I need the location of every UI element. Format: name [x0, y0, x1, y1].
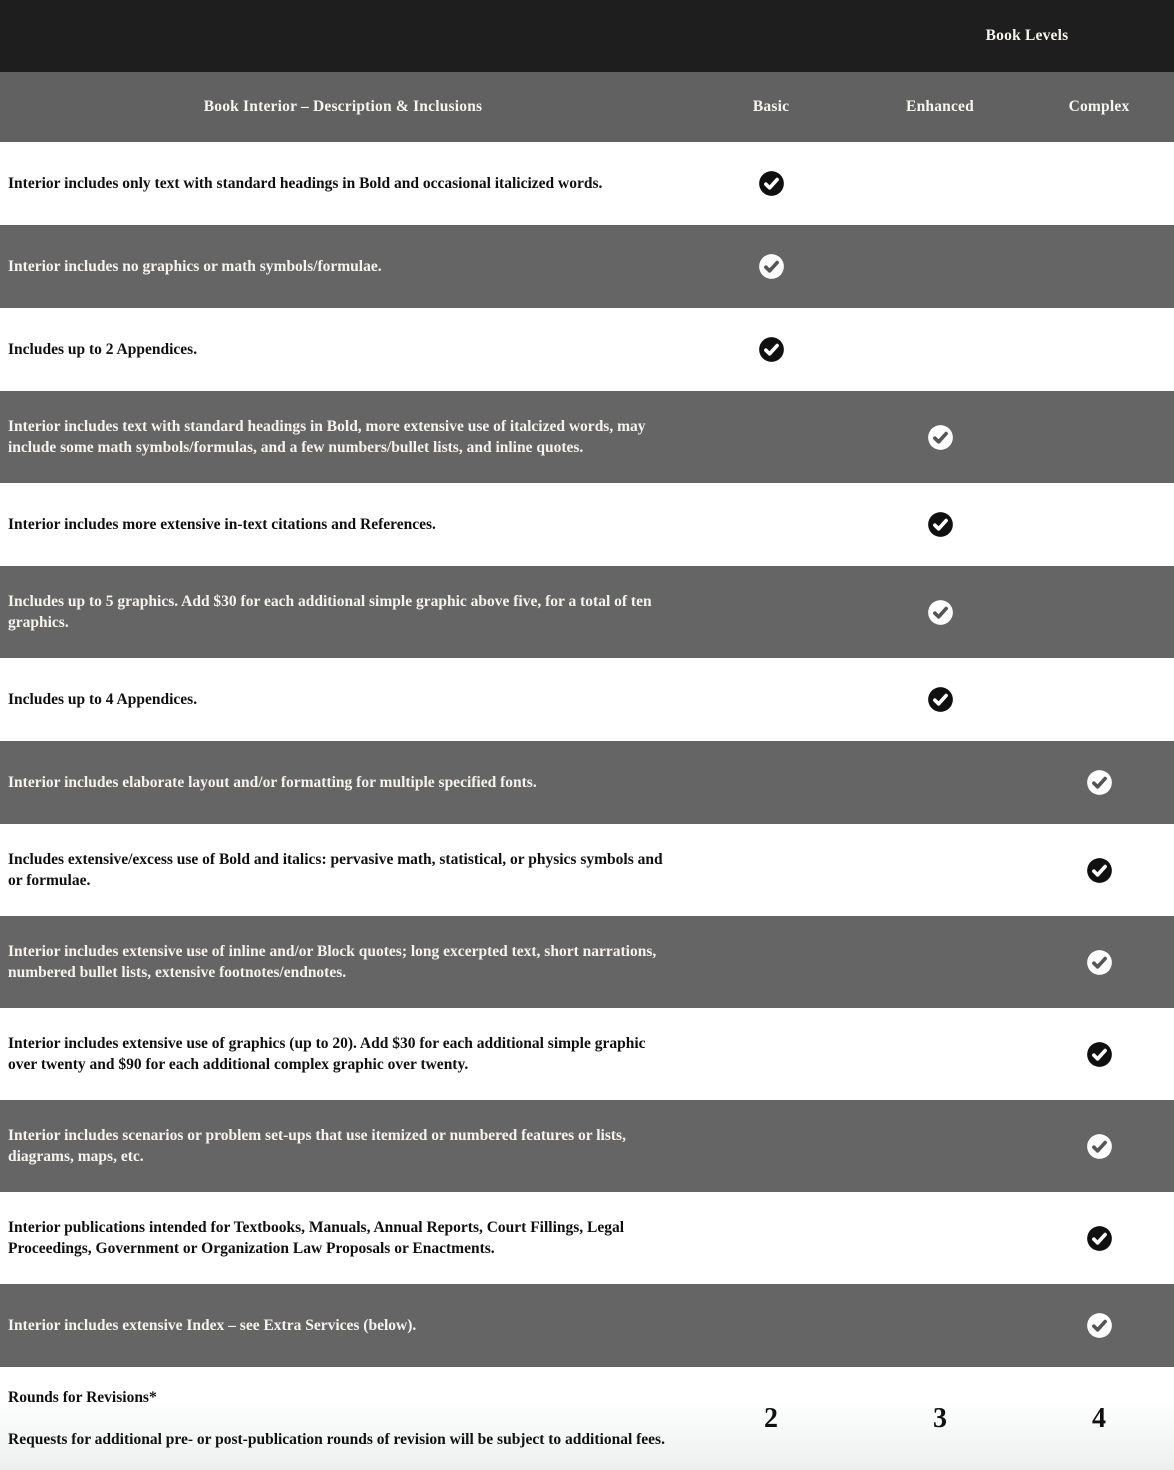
row-description: Interior includes extensive use of inline and/or Block quotes; long excerpted text, short narrations, numbered bullet lists, extensive footnotes/endnotes. [8, 943, 657, 981]
row-description: Includes extensive/excess use of Bold and italics: pervasive math, statistical, or physics symbols and or formulae. [8, 851, 663, 889]
revisions-description-cell [0, 1387, 686, 1450]
enhanced-cell [856, 511, 1024, 538]
check-circle-icon [758, 253, 785, 280]
table-row [0, 308, 1174, 391]
column-header-row [0, 72, 1174, 142]
check-circle-icon [1086, 1041, 1113, 1068]
check-circle-icon [1086, 857, 1113, 884]
enhanced-cell [856, 686, 1024, 713]
complex-cell [1024, 1312, 1174, 1339]
basic-cell [686, 253, 856, 280]
row-description: Interior includes no graphics or math symbols/formulae. [8, 258, 382, 275]
check-circle-icon [758, 336, 785, 363]
check-circle-icon [1086, 769, 1113, 796]
check-circle-icon [1086, 949, 1113, 976]
check-circle-icon [927, 424, 954, 451]
table-row [0, 824, 1174, 916]
table-row [0, 1284, 1174, 1367]
enhanced-cell [856, 424, 1024, 451]
description-column-header: Book Interior – Description & Inclusions [203, 98, 483, 115]
table-row [0, 1008, 1174, 1100]
table-row [0, 658, 1174, 741]
revisions-enhanced-count: 3 [933, 1402, 947, 1434]
table-row [0, 1100, 1174, 1192]
check-circle-icon [1086, 1312, 1113, 1339]
enhanced-cell [856, 599, 1024, 626]
table-row [0, 391, 1174, 483]
complex-cell [1024, 769, 1174, 796]
revisions-title: Rounds for Revisions* [8, 1389, 157, 1406]
complex-cell [1024, 949, 1174, 976]
book-levels-header-bar [0, 0, 1174, 72]
row-description: Interior includes extensive use of graphics (up to 20). Add $30 for each additional simple graphic over twenty and $90 for each additional complex graphic over twenty. [8, 1035, 646, 1073]
row-description: Includes up to 5 graphics. Add $30 for each additional simple graphic above five, for a total of ten graphics. [8, 593, 652, 631]
revisions-row [0, 1367, 1174, 1470]
check-circle-icon [927, 686, 954, 713]
row-description: Interior includes more extensive in-text citations and References. [8, 516, 436, 533]
row-description: Includes up to 2 Appendices. [8, 341, 198, 358]
table-row [0, 483, 1174, 566]
check-circle-icon [927, 511, 954, 538]
row-description: Interior includes extensive Index – see Extra Services (below). [8, 1317, 417, 1334]
row-description: Interior publications intended for Textbooks, Manuals, Annual Reports, Court Fillings, Legal Proceedings, Government or Organization Law Proposals or Enactments. [8, 1219, 625, 1257]
check-circle-icon [1086, 1225, 1113, 1252]
complex-cell [1024, 1041, 1174, 1068]
check-circle-icon [758, 170, 785, 197]
table-row [0, 566, 1174, 658]
check-circle-icon [927, 599, 954, 626]
table-row [0, 225, 1174, 308]
table-row [0, 916, 1174, 1008]
table-row [0, 1192, 1174, 1284]
table-body [0, 142, 1174, 1367]
basic-cell [686, 170, 856, 197]
table-row [0, 142, 1174, 225]
complex-cell [1024, 1225, 1174, 1252]
row-description: Interior includes scenarios or problem set-ups that use itemized or numbered features or lists, diagrams, maps, etc. [8, 1127, 626, 1165]
revisions-note: Requests for additional pre- or post-publication rounds of revision will be subject to additional fees. [8, 1431, 665, 1448]
complex-cell [1024, 857, 1174, 884]
book-levels-label: Book Levels [985, 27, 1069, 44]
column-header-basic: Basic [752, 98, 790, 115]
row-description: Includes up to 4 Appendices. [8, 691, 198, 708]
row-description: Interior includes text with standard headings in Bold, more extensive use of italcized words, may include some math symbols/formulas, and a few numbers/bullet lists, and inline quotes. [8, 418, 646, 456]
check-circle-icon [1086, 1133, 1113, 1160]
column-header-complex: Complex [1068, 98, 1130, 115]
table-row [0, 741, 1174, 824]
basic-cell [686, 336, 856, 363]
column-header-enhanced: Enhanced [906, 98, 974, 115]
row-description: Interior includes only text with standard headings in Bold and occasional italicized words. [8, 175, 603, 192]
revisions-basic-count: 2 [764, 1402, 778, 1434]
revisions-complex-count: 4 [1092, 1402, 1106, 1434]
row-description: Interior includes elaborate layout and/or formatting for multiple specified fonts. [8, 774, 537, 791]
complex-cell [1024, 1133, 1174, 1160]
